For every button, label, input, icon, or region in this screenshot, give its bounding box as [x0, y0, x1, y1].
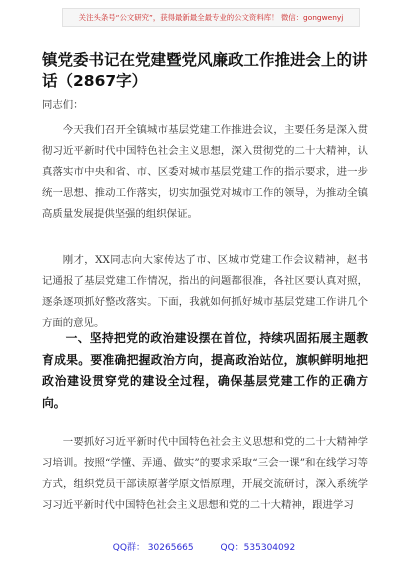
header-banner: 关注头条号“公文研究”，获得最新最全最专业的公文资料库！ 微信：gongwenyj — [62, 8, 360, 27]
footer-qq: QQ：535304092 — [220, 543, 296, 553]
footer-qq-group: QQ群： 30265665 — [112, 543, 194, 553]
salutation: 同志们： — [42, 99, 84, 111]
section-heading-1: 一、坚持把党的政治建设摆在首位，持续巩固拓展主题教育成果。要准确把握政治方向，提高政治站位，旗帜鲜明地把政治建设贯穿党的建设全过程，确保基层党建工作的正确方向。 — [42, 331, 368, 410]
document-title: 镇党委书记在党建暨党风廉政工作推进会上的讲话（2867字） — [42, 51, 368, 90]
body-paragraph-2: 刚才，XX同志向大家传达了市、区城市党建工作会议精神，赵书记通报了基层党建工作情况，指出的问题都很准，各社区要认真对照，逐条逐项抓好整改落实。下面，我就如何抓好城市基层党建工作讲几个方面的意见。 — [42, 254, 368, 329]
footer-contact — [0, 542, 408, 554]
body-paragraph-3: 一要抓好习近平新时代中国特色社会主义思想和党的二十大精神学习培训。按照“学懂、弄通、做实”的要求采取“三会一课”和在线学习等方式，组织党员干部读原著学原文悟原理，开展交流研讨，深入系统学习习近平新时代中国特色社会主义思想和党的二十大精神，跟进学习 — [42, 436, 368, 511]
body-paragraph-1: 今天我们召开全镇城市基层党建工作推进会议，主要任务是深入贯彻习近平新时代中国特色社会主义思想，深入贯彻党的二十大精神，认真落实市中央和省、市、区委对城市基层党建工作的指示要求，进一步统一思想、推动工作落实，切实加强党对城市工作的领导，为推动全镇高质量发展提供坚强的组织保证。 — [42, 124, 368, 220]
